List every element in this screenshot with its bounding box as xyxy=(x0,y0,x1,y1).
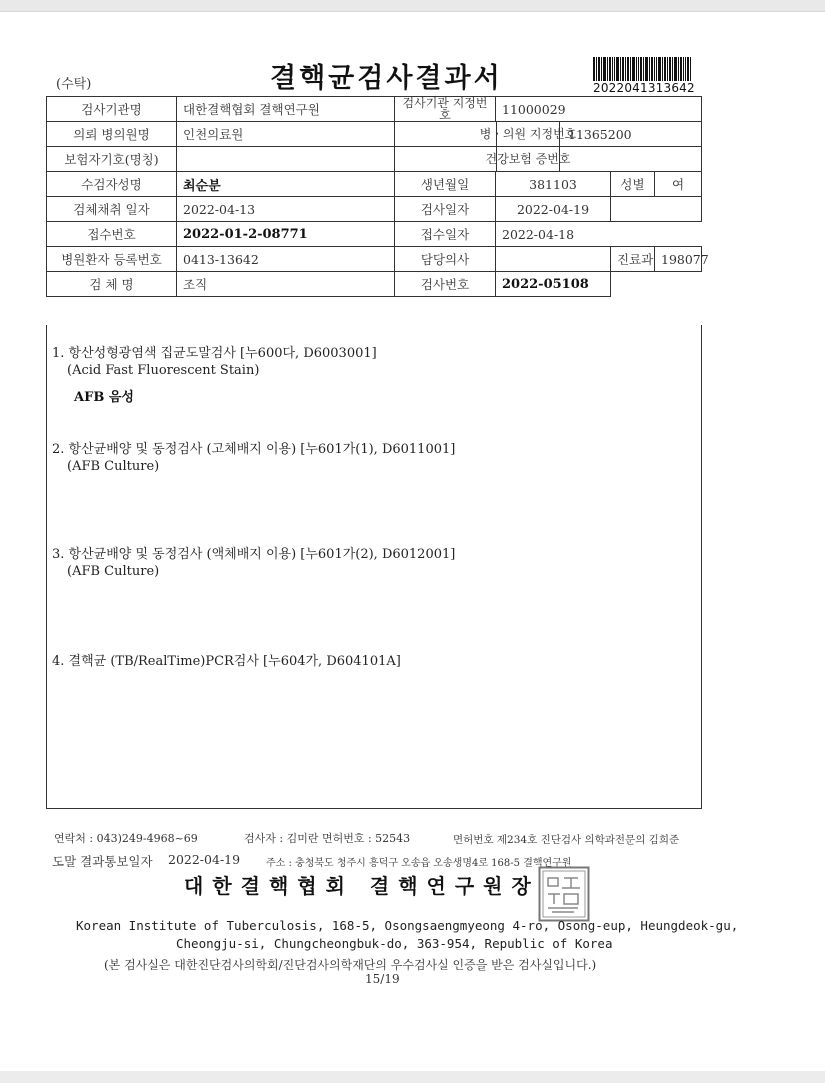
result-item xyxy=(52,441,455,475)
field-value: 여 xyxy=(655,172,702,197)
result-item xyxy=(52,345,377,379)
report-date-label: 도말 결과통보일자 xyxy=(52,854,153,869)
field-label: 검사번호 xyxy=(395,272,496,297)
table-row xyxy=(47,172,702,197)
field-value xyxy=(496,247,611,272)
result-item-title: 1. 항산성형광염색 집균도말검사 [누600다, D6003001] xyxy=(52,346,377,361)
field-label: 보험자기호(명칭) xyxy=(47,147,177,172)
empty-cell xyxy=(611,272,702,297)
field-value: 2022-04-19 xyxy=(496,197,611,222)
field-split xyxy=(395,122,702,147)
result-item-title: 3. 항산균배양 및 동정검사 (액체배지 이용) [누601가(2), D6012001] xyxy=(52,547,456,562)
result-item-title: 4. 결핵균 (TB/RealTime)PCR검사 [누604가, D604101A] xyxy=(52,654,401,669)
empty-cell xyxy=(611,197,702,222)
institution-name: 대한결핵협회 결핵연구원장 xyxy=(184,874,540,898)
field-value: 381103 xyxy=(496,172,611,197)
result-item xyxy=(52,546,455,580)
field-label: 담당의사 xyxy=(395,247,496,272)
field-split xyxy=(395,147,702,172)
contact-info: 연락처 : 043)249-4968~69 xyxy=(54,832,198,845)
barcode-number: 2022041313642 xyxy=(593,81,695,95)
field-value: 2022-04-18 xyxy=(496,222,702,247)
patient-info-table xyxy=(46,96,709,297)
address-kr: 주소 : 충청북도 청주시 흥덕구 오송읍 오송생명4로 168-5 결핵연구원 xyxy=(266,858,572,869)
field-label: 접수일자 xyxy=(395,222,496,247)
afb-result: AFB 음성 xyxy=(74,390,134,405)
address-en-line2: Cheongju-si, Chungcheongbuk-do, 363-954, Republic of Korea xyxy=(176,936,613,951)
result-item-subtitle: (Acid Fast Fluorescent Stain) xyxy=(67,363,260,378)
viewer-top-bar xyxy=(0,0,825,12)
result-item-subtitle: (AFB Culture) xyxy=(67,564,160,579)
table-row xyxy=(47,97,702,122)
field-value: 2022-01-2-08771 xyxy=(177,222,395,247)
field-value: 인천의료원 xyxy=(177,122,395,147)
field-label: 검 체 명 xyxy=(47,272,177,297)
result-item-subtitle: (AFB Culture) xyxy=(67,459,160,474)
table-row xyxy=(47,147,702,172)
field-label: 검체채취 일자 xyxy=(47,197,177,222)
field-value: 11365200 xyxy=(568,126,632,142)
document-subtitle: (수탁) xyxy=(56,77,92,92)
patient-name: 최순분 xyxy=(177,172,395,197)
field-value: 2022-05108 xyxy=(496,272,611,297)
field-value: 2022-04-13 xyxy=(177,197,395,222)
field-label: 접수번호 xyxy=(47,222,177,247)
field-label: 검사기관 지정번호 xyxy=(395,97,496,122)
field-value: 조직 xyxy=(177,272,395,297)
field-value: 198077 xyxy=(655,247,702,272)
field-label: 병원환자 등록번호 xyxy=(47,247,177,272)
field-value xyxy=(177,147,395,172)
field-value: 11000029 xyxy=(496,97,702,122)
examiner-info: 검사자 : 김미란 면허번호 : 52543 xyxy=(244,832,411,845)
field-label: 병ㆍ의원 지정번호 xyxy=(496,122,560,146)
field-value: 0413-13642 xyxy=(177,247,395,272)
field-label: 진료과 xyxy=(611,247,655,272)
field-label: 수검자성명 xyxy=(47,172,177,197)
address-en-line1: Korean Institute of Tuberculosis, 168-5, Osongsaengmyeong 4-ro, Osong-eup, Heungdeok-gu, xyxy=(76,918,739,933)
barcode-icon xyxy=(593,57,691,81)
report-date: 2022-04-19 xyxy=(168,852,241,867)
table-row xyxy=(47,197,702,222)
field-label: 생년월일 xyxy=(395,172,496,197)
table-row xyxy=(47,222,702,247)
result-item xyxy=(52,653,401,670)
table-row xyxy=(47,272,702,297)
field-label: 성별 xyxy=(611,172,655,197)
field-value: 대한결핵협회 결핵연구원 xyxy=(177,97,395,122)
result-item-title: 2. 항산균배양 및 동정검사 (고체배지 이용) [누601가(1), D6011001] xyxy=(52,442,456,457)
certification-note: (본 검사실은 대한진단검사의학회/진단검사의학재단의 우수검사실 인증을 받은 검사실입니다.) xyxy=(104,958,597,972)
field-label: 검사일자 xyxy=(395,197,496,222)
table-row xyxy=(47,247,702,272)
table-row xyxy=(47,122,702,147)
specialist-info: 면허번호 제234호 진단검사 의학과전문의 김희준 xyxy=(453,834,680,846)
viewer-bottom-bar xyxy=(0,1071,825,1083)
field-label: 검사기관명 xyxy=(47,97,177,122)
field-label: 의뢰 병의원명 xyxy=(47,122,177,147)
page-number: 15/19 xyxy=(365,972,400,986)
document-title: 결핵균검사결과서 xyxy=(270,63,503,94)
field-label: 건강보험 증번호 xyxy=(496,147,560,171)
seal-icon xyxy=(538,866,590,922)
